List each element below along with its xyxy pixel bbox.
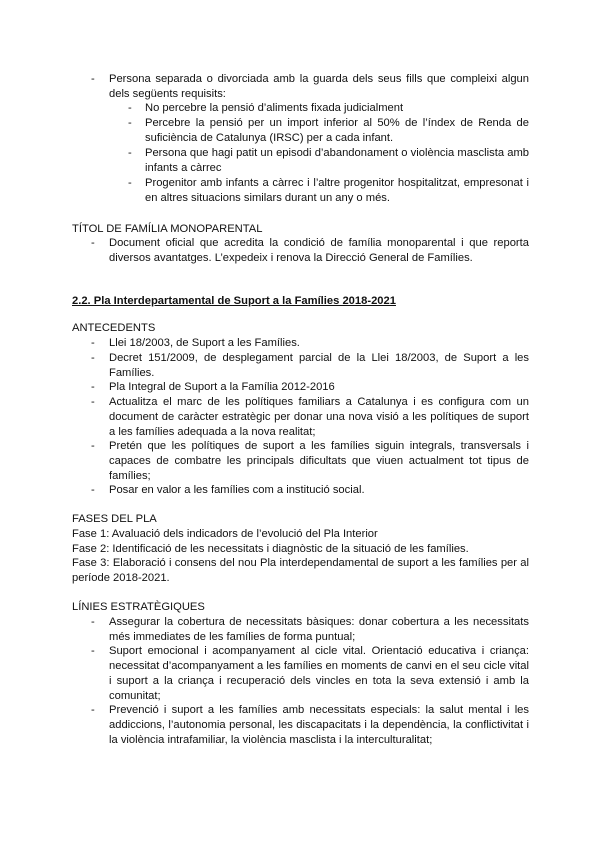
phase-line: Fase 1: Avaluació dels indicadors de l’evolució del Pla Interior [72, 528, 378, 540]
section-heading: ANTECEDENTS [72, 322, 156, 334]
list-item: Suport emocional i acompanyament al cicle vital. Orientació educativa i criança: necessitat d’acompanyament a les famílies en moments de canvi en el seu cicle vital i suport a la criança i recuperació dels vincles en tota la seva extensió i amb la comunitat; [109, 645, 529, 702]
dash-bullet: - [91, 237, 95, 249]
dash-bullet: - [91, 704, 95, 716]
section-heading: TÍTOL DE FAMÍLIA MONOPARENTAL [72, 223, 263, 235]
dash-bullet: - [128, 177, 132, 189]
dash-bullet: - [91, 396, 95, 408]
dash-bullet: - [91, 337, 95, 349]
list-item: Pla Integral de Suport a la Família 2012-2016 [109, 381, 335, 393]
sub-list-item: Percebre la pensió per un import inferior al 50% de l’índex de Renda de suficiència de Catalunya (IRSC) per a cada infant. [145, 117, 529, 144]
phase-line: Fase 2: Identificació de les necessitats i diagnòstic de la situació de les famílies. [72, 543, 469, 555]
dash-bullet: - [91, 381, 95, 393]
list-item: Prevenció i suport a les famílies amb necessitats especials: la salut mental i les addiccions, l’autonomia personal, les discapacitats i la dependència, la conflictivitat i la violència intrafamiliar, la violència masclista i la interculturalitat; [109, 704, 529, 746]
dash-bullet: - [91, 484, 95, 496]
dash-bullet: - [128, 117, 132, 129]
dash-bullet: - [128, 147, 132, 159]
sub-list-item: No percebre la pensió d’aliments fixada judicialment [145, 102, 404, 114]
list-item: Pretén que les polítiques de suport a les famílies siguin integrals, transversals i capaces de combatre les principals dificultats que viuen actualment tot tipus de famílies; [109, 440, 529, 482]
section-heading: FASES DEL PLA [72, 513, 157, 525]
dash-bullet: - [128, 102, 132, 114]
list-item: Decret 151/2009, de desplegament parcial de la Llei 18/2003, de Suport a les Famílies. [109, 352, 529, 379]
list-item: Actualitza el marc de les polítiques familiars a Catalunya i es configura com un document de caràcter estratègic per donar una nova visió a les polítiques de suport a les famílies adequada a la nova realitat; [109, 396, 529, 438]
dash-bullet: - [91, 440, 95, 452]
list-item: Assegurar la cobertura de necessitats bàsiques: donar cobertura a les necessitats més immediates de les famílies de forma puntual; [109, 616, 529, 643]
sub-list-item: Persona que hagi patit un episodi d’abandonament o violència masclista amb infants a càrrec [145, 147, 529, 174]
dash-bullet: - [91, 73, 95, 85]
dash-bullet: - [91, 645, 95, 657]
sub-list-item: Progenitor amb infants a càrrec i l’altre progenitor hospitalitzat, empresonat i en altres situacions similars durant un any o més. [145, 177, 529, 204]
dash-bullet: - [91, 616, 95, 628]
section-heading: LÍNIES ESTRATÈGIQUES [72, 601, 205, 613]
list-item: Document oficial que acredita la condició de família monoparental i que reporta diversos avantatges. L’expedeix i renova la Direcció General de Famílies. [109, 237, 529, 264]
phase-line: Fase 3: Elaboració i consens del nou Pla interdependamental de suport a les famílies per al període 2018-2021. [72, 557, 529, 584]
list-item: Persona separada o divorciada amb la guarda dels seus fills que compleixi algun dels següents requisits: [109, 73, 529, 100]
section-title: 2.2. Pla Interdepartamental de Suport a la Famílies 2018-2021 [72, 295, 396, 307]
list-item: Posar en valor a les famílies com a institució social. [109, 484, 365, 496]
dash-bullet: - [91, 352, 95, 364]
list-item: Llei 18/2003, de Suport a les Famílies. [109, 337, 300, 349]
